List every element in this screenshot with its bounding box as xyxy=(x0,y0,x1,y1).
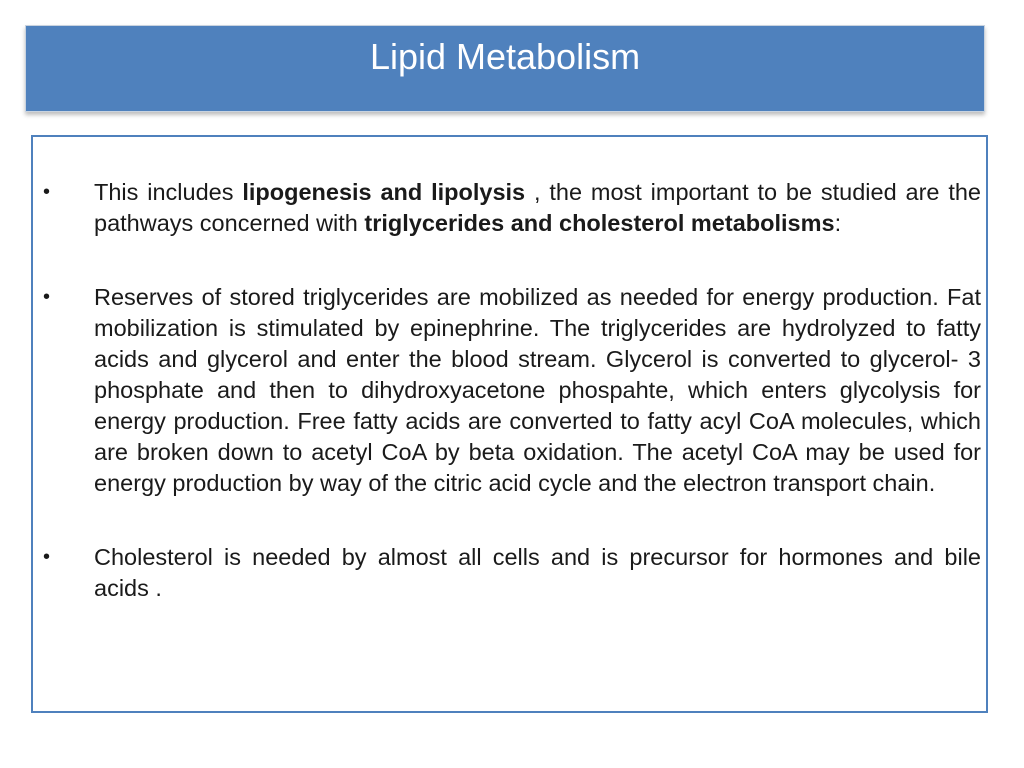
bullet-icon: • xyxy=(43,181,51,203)
bullet-1-text-b: , the most important to be studied are the pathways concerned with xyxy=(94,179,981,236)
bullet-3-text: Cholesterol is needed by almost all cells and is precursor for hormones and bile acids . xyxy=(94,544,981,601)
title-bar xyxy=(25,25,985,112)
bullet-1-text-c: : xyxy=(834,210,842,236)
bullet-icon: • xyxy=(43,286,51,308)
bullet-1-bold-a: lipogenesis and lipolysis xyxy=(242,179,526,205)
bullet-item-3 xyxy=(33,542,986,604)
bullet-icon: • xyxy=(43,546,51,568)
slide-title: Lipid Metabolism xyxy=(369,35,641,77)
bullet-1-text-a: This includes xyxy=(94,179,243,205)
bullet-item-1 xyxy=(33,177,986,239)
bullet-item-2 xyxy=(33,282,986,499)
content-box xyxy=(31,135,988,713)
bullet-2-text: Reserves of stored triglycerides are mobilized as needed for energy production. Fat mobilization is stimulated by epinephrine. The triglycerides are hydrolyzed to fatty acids and glycerol and enter the blood stream. Glycerol is converted to glycerol- 3 phosphate and then to dihydroxyacetone phospahte, which enters glycolysis for energy production. Free fatty acids are converted to fatty acyl CoA molecules, which are broken down to acetyl CoA by beta oxidation. The acetyl CoA may be used for energy production by way of the citric acid cycle and the electron transport chain. xyxy=(94,284,981,496)
bullet-list xyxy=(33,177,986,647)
bullet-1-bold-b: triglycerides and cholesterol metabolisms xyxy=(364,210,835,236)
